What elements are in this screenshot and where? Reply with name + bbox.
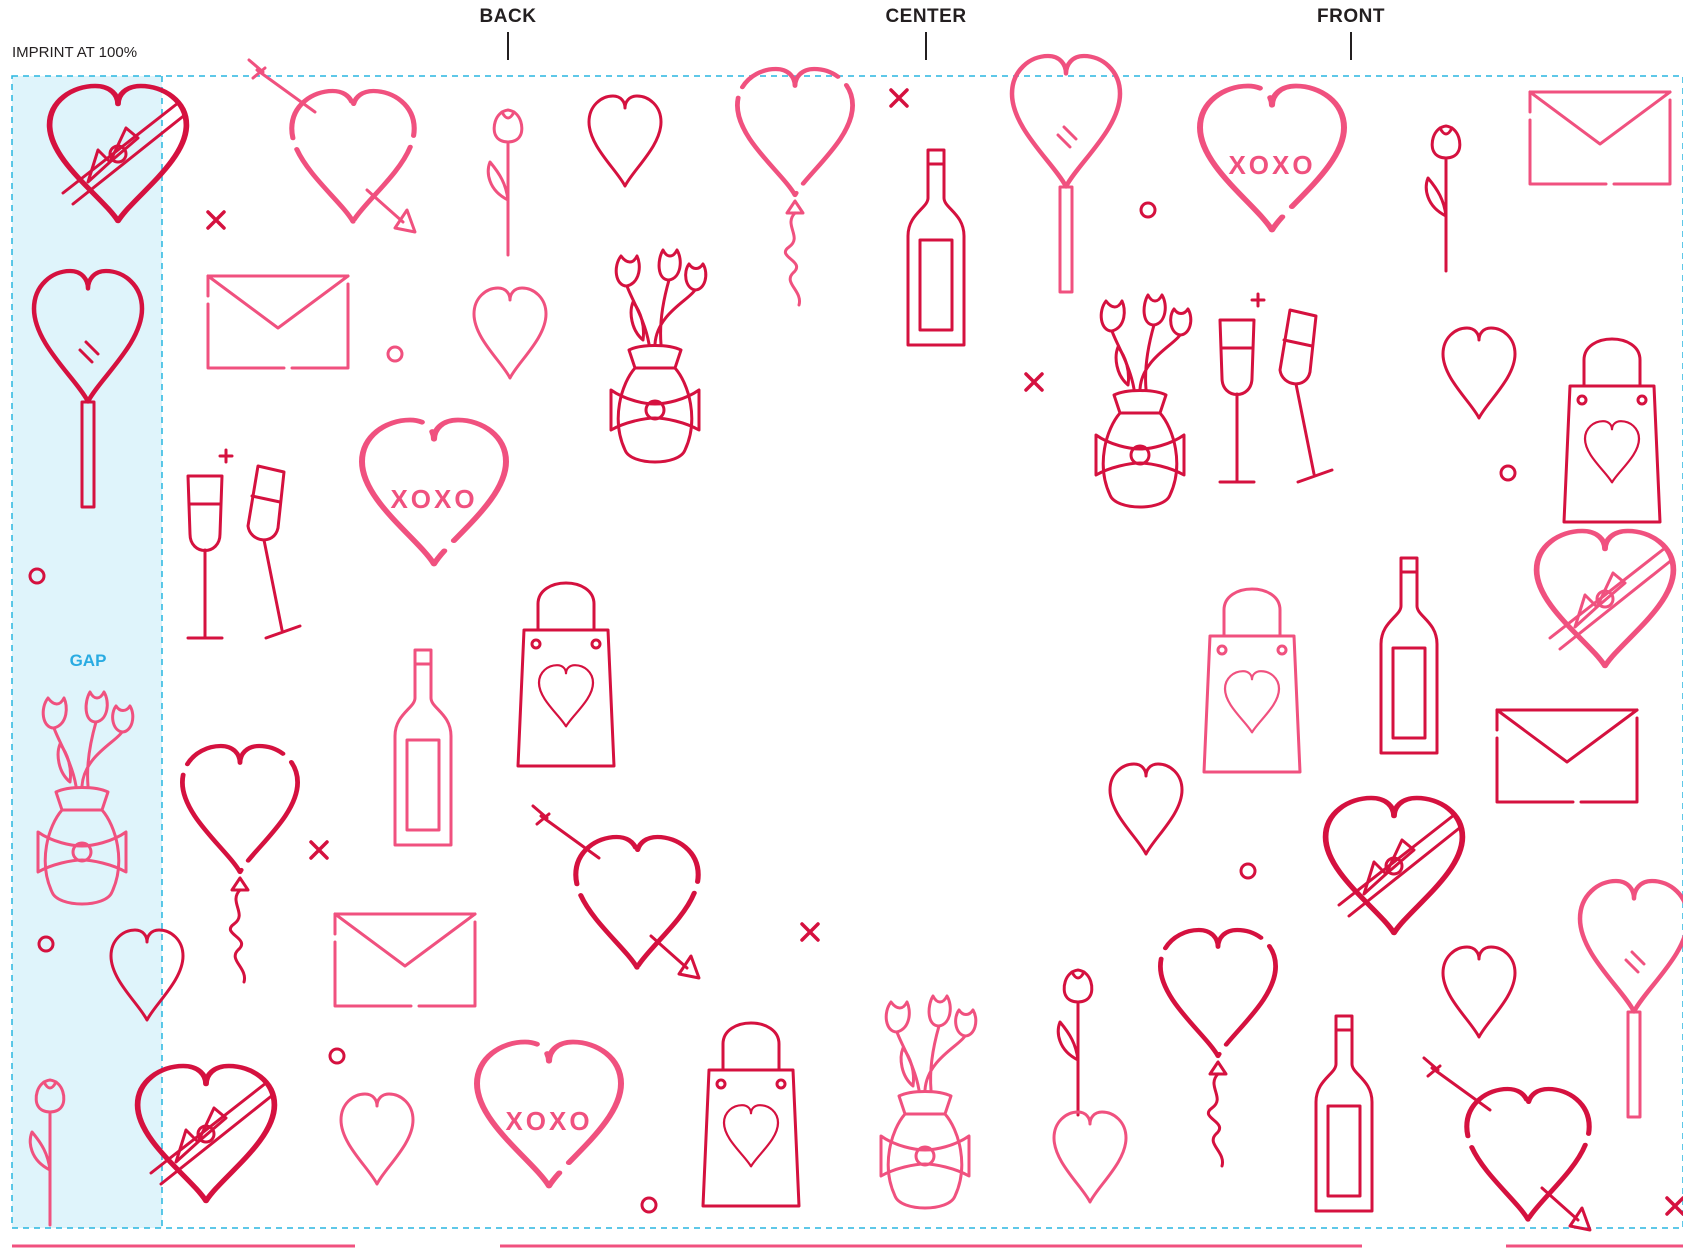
heart-icon <box>1054 1112 1126 1202</box>
shopping-bag-icon <box>1564 339 1660 522</box>
envelope-icon <box>208 276 348 368</box>
heart-icon <box>341 1094 413 1184</box>
circle-dot-icon <box>642 1198 656 1212</box>
envelope-icon <box>335 914 475 1006</box>
rose-icon <box>488 110 522 255</box>
circle-dot-icon <box>1501 466 1515 480</box>
heart-icon <box>474 288 546 378</box>
icon-layer <box>30 56 1683 1230</box>
front-marker-label: FRONT <box>1317 6 1385 27</box>
rose-icon <box>1426 126 1460 271</box>
imprint-area-guide <box>12 76 1683 1228</box>
heart-gift-icon <box>1537 531 1674 666</box>
x-mark-icon <box>1026 374 1042 390</box>
center-marker-tick <box>925 32 927 60</box>
heart-lollipop-icon <box>1580 881 1683 1117</box>
shopping-bag-icon <box>518 583 614 766</box>
x-mark-icon <box>311 842 327 858</box>
x-mark-icon <box>802 924 818 940</box>
imprint-label: IMPRINT AT 100% <box>12 44 138 61</box>
back-marker-tick <box>507 32 509 60</box>
envelope-icon <box>1530 92 1670 184</box>
xoxo-heart-icon <box>362 420 506 564</box>
wine-bottle-icon <box>1381 558 1437 753</box>
heart-balloon-icon <box>1160 930 1275 1166</box>
svg-text:XOXO: XOXO <box>505 1106 593 1136</box>
heart-icon <box>589 96 661 186</box>
heart-icon <box>1110 764 1182 854</box>
rose-icon <box>1058 970 1092 1115</box>
heart-icon <box>1443 328 1515 418</box>
shopping-bag-icon <box>1204 589 1300 772</box>
heart-arrow-icon <box>533 806 699 978</box>
tulip-vase-icon <box>611 250 706 462</box>
circle-dot-icon <box>330 1049 344 1063</box>
champagne-toast-icon <box>188 450 300 638</box>
svg-text:XOXO: XOXO <box>390 484 478 514</box>
xoxo-heart-icon <box>477 1042 621 1186</box>
x-mark-icon <box>208 212 224 228</box>
heart-balloon-icon <box>182 746 297 982</box>
shopping-bag-icon <box>703 1023 799 1206</box>
circle-dot-icon <box>1141 203 1155 217</box>
back-marker-label: BACK <box>479 6 537 27</box>
wine-bottle-icon <box>908 150 964 345</box>
x-mark-icon <box>1667 1198 1683 1214</box>
wine-bottle-icon <box>1316 1016 1372 1211</box>
heart-lollipop-icon <box>1012 56 1120 292</box>
center-marker-label: CENTER <box>885 6 967 27</box>
tulip-vase-icon <box>1096 295 1191 507</box>
tulip-vase-icon <box>881 996 976 1208</box>
xoxo-heart-icon <box>1200 86 1344 230</box>
svg-text:XOXO: XOXO <box>1228 150 1316 180</box>
envelope-icon <box>1497 710 1637 802</box>
circle-dot-icon <box>1241 864 1255 878</box>
front-marker-tick <box>1350 32 1352 60</box>
wine-bottle-icon <box>395 650 451 845</box>
circle-dot-icon <box>388 347 402 361</box>
heart-arrow-icon <box>1424 1058 1590 1230</box>
gap-label: GAP <box>69 651 107 670</box>
heart-icon <box>1443 947 1515 1037</box>
champagne-toast-icon <box>1220 294 1332 482</box>
x-mark-icon <box>891 90 907 106</box>
heart-gift-icon <box>1326 798 1463 933</box>
heart-arrow-icon <box>249 60 415 232</box>
heart-balloon-icon <box>737 69 852 305</box>
